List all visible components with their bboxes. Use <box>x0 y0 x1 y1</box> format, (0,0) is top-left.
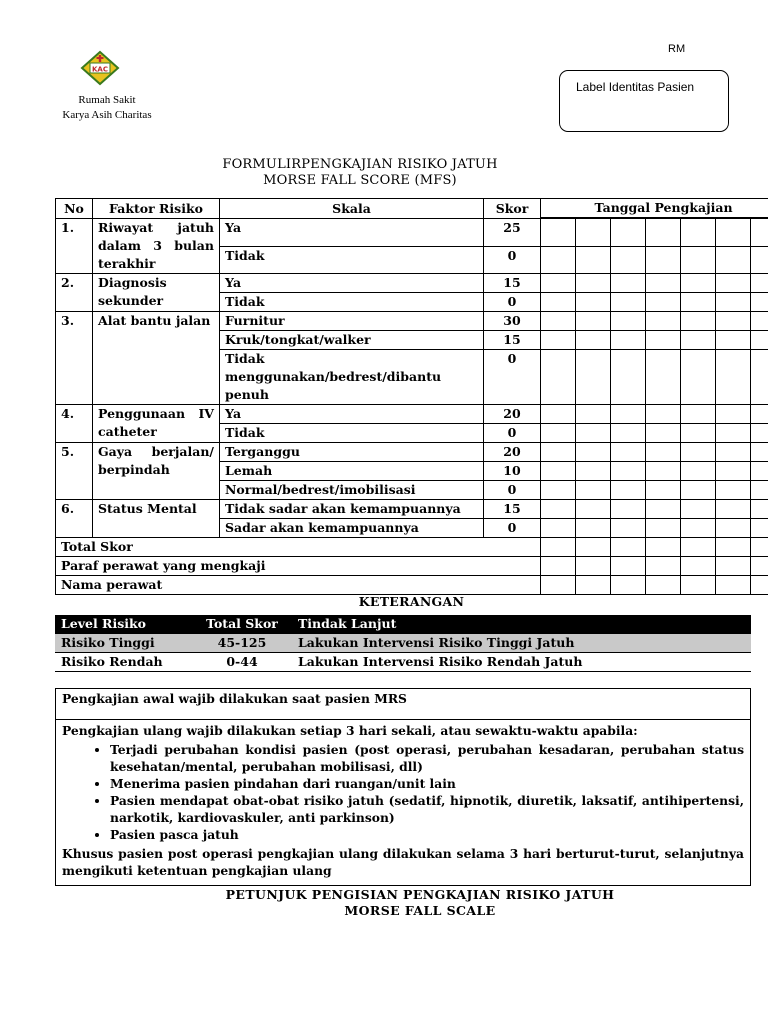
list-item: • Pasien mendapat obat-obat risiko jatuh (sedatif, hipnotik, diuretik, laksatif, antihipertensi, narkotik, kardiovaskuler, anti parkinson) <box>110 792 744 826</box>
form-title <box>160 157 560 189</box>
assessment-cell[interactable] <box>611 331 646 350</box>
summary-cell[interactable] <box>716 538 751 557</box>
assessment-cell[interactable] <box>681 424 716 443</box>
summary-cell[interactable] <box>541 557 576 576</box>
keterangan-row <box>55 634 751 653</box>
keterangan-header-cell: Total Skor <box>192 615 292 634</box>
row-number: 5. <box>56 443 93 500</box>
hospital-name <box>40 93 174 123</box>
assessment-cell[interactable] <box>681 274 716 293</box>
assessment-cell[interactable] <box>751 405 768 424</box>
summary-row <box>56 538 768 557</box>
morse-fall-table <box>55 198 768 595</box>
summary-cell[interactable] <box>611 538 646 557</box>
assessment-cell[interactable] <box>576 405 611 424</box>
rm-label: RM <box>668 43 686 55</box>
keterangan-cell: Lakukan Intervensi Risiko Rendah Jatuh <box>292 653 751 672</box>
assessment-cell[interactable] <box>716 462 751 481</box>
assessment-cell[interactable] <box>611 443 646 462</box>
summary-row <box>56 576 768 595</box>
assessment-cell[interactable] <box>681 500 716 519</box>
assessment-cell[interactable] <box>646 246 681 274</box>
row-number: 1. <box>56 219 93 274</box>
scale-option: Tidak <box>220 424 484 443</box>
score-value: 25 <box>484 219 541 247</box>
scale-option: Terganggu <box>220 443 484 462</box>
assessment-cell[interactable] <box>611 274 646 293</box>
assessment-cell[interactable] <box>716 519 751 538</box>
summary-label: Total Skor <box>56 538 541 557</box>
summary-cell[interactable] <box>611 557 646 576</box>
header-row <box>56 199 768 218</box>
assessment-cell[interactable] <box>716 481 751 500</box>
assessment-cell[interactable] <box>751 219 768 247</box>
assessment-cell[interactable] <box>611 519 646 538</box>
assessment-cell[interactable] <box>751 424 768 443</box>
assessment-cell[interactable] <box>576 481 611 500</box>
form-title-line1: FORMULIRPENGKAJIAN RISIKO JATUH <box>222 157 498 172</box>
score-value: 0 <box>484 246 541 274</box>
table-row <box>56 443 768 462</box>
assessment-cell[interactable] <box>751 481 768 500</box>
summary-cell[interactable] <box>716 576 751 595</box>
footer-line2: MORSE FALL SCALE <box>344 903 496 918</box>
assessment-cell[interactable] <box>681 246 716 274</box>
assessment-cell[interactable] <box>576 293 611 312</box>
assessment-cell[interactable] <box>576 350 611 405</box>
assessment-cell[interactable] <box>751 519 768 538</box>
assessment-cell[interactable] <box>576 274 611 293</box>
table-row <box>56 405 768 424</box>
keterangan-cell: Risiko Rendah <box>55 653 192 672</box>
score-value: 20 <box>484 443 541 462</box>
score-value: 15 <box>484 500 541 519</box>
assessment-cell[interactable] <box>576 424 611 443</box>
assessment-cell[interactable] <box>611 481 646 500</box>
assessment-cell[interactable] <box>541 246 576 274</box>
assessment-cell[interactable] <box>681 312 716 331</box>
assessment-cell[interactable] <box>751 462 768 481</box>
summary-label: Paraf perawat yang mengkaji <box>56 557 541 576</box>
assessment-cell[interactable] <box>716 424 751 443</box>
row-number: 6. <box>56 500 93 538</box>
score-value: 0 <box>484 350 541 405</box>
header-tanggal: Tanggal Pengkajian <box>541 199 768 218</box>
summary-cell[interactable] <box>646 557 681 576</box>
score-value: 0 <box>484 293 541 312</box>
table-row <box>56 274 768 293</box>
hospital-logo <box>80 50 120 86</box>
assessment-cell[interactable] <box>611 312 646 331</box>
summary-cell[interactable] <box>646 538 681 557</box>
assessment-cell[interactable] <box>646 350 681 405</box>
score-value: 15 <box>484 331 541 350</box>
assessment-cell[interactable] <box>576 443 611 462</box>
assessment-cell[interactable] <box>646 312 681 331</box>
header-faktor: Faktor Risiko <box>93 199 220 219</box>
risk-factor: Riwayat jatuh dalam 3 bulan terakhir <box>93 219 220 274</box>
scale-option: Normal/bedrest/imobilisasi <box>220 481 484 500</box>
score-value: 15 <box>484 274 541 293</box>
summary-cell[interactable] <box>751 576 768 595</box>
assessment-cell[interactable] <box>541 312 576 331</box>
assessment-cell[interactable] <box>611 293 646 312</box>
assessment-cell[interactable] <box>541 274 576 293</box>
assessment-cell[interactable] <box>576 331 611 350</box>
summary-cell[interactable] <box>611 576 646 595</box>
note-initial-assessment: Pengkajian awal wajib dilakukan saat pasien MRS <box>56 689 750 720</box>
assessment-cell[interactable] <box>681 462 716 481</box>
assessment-cell[interactable] <box>646 500 681 519</box>
assessment-cell[interactable] <box>541 350 576 405</box>
assessment-cell[interactable] <box>611 246 646 274</box>
summary-cell[interactable] <box>541 576 576 595</box>
summary-label: Nama perawat <box>56 576 541 595</box>
assessment-cell[interactable] <box>646 331 681 350</box>
keterangan-header-cell: Tindak Lanjut <box>292 615 751 634</box>
score-value: 30 <box>484 312 541 331</box>
assessment-cell[interactable] <box>751 443 768 462</box>
assessment-cell[interactable] <box>681 331 716 350</box>
form-title-line2: MORSE FALL SCORE (MFS) <box>263 173 457 188</box>
assessment-cell[interactable] <box>716 500 751 519</box>
score-value: 0 <box>484 424 541 443</box>
summary-cell[interactable] <box>681 538 716 557</box>
assessment-cell[interactable] <box>751 274 768 293</box>
assessment-cell[interactable] <box>646 443 681 462</box>
scale-option: Ya <box>220 219 484 247</box>
scale-option: Tidak sadar akan kemampuannya <box>220 500 484 519</box>
assessment-cell[interactable] <box>646 481 681 500</box>
assessment-cell[interactable] <box>681 481 716 500</box>
assessment-cell[interactable] <box>611 462 646 481</box>
list-item: • Menerima pasien pindahan dari ruangan/unit lain <box>110 775 744 792</box>
score-value: 10 <box>484 462 541 481</box>
list-item: • Terjadi perubahan kondisi pasien (post operasi, perubahan kesadaran, perubahan status kesehatan/mental, perubahan mobilisasi, dll) <box>110 741 744 775</box>
scale-option: Tidak <box>220 246 484 274</box>
keterangan-header <box>55 615 751 634</box>
scale-option: Ya <box>220 274 484 293</box>
assessment-cell[interactable] <box>751 246 768 274</box>
keterangan-cell: Lakukan Intervensi Risiko Tinggi Jatuh <box>292 634 751 653</box>
assessment-cell[interactable] <box>751 500 768 519</box>
risk-factor: Diagnosis sekunder <box>93 274 220 312</box>
keterangan-header-cell: Level Risiko <box>55 615 192 634</box>
assessment-cell[interactable] <box>646 519 681 538</box>
summary-cell[interactable] <box>681 557 716 576</box>
keterangan-cell: 0-44 <box>192 653 292 672</box>
summary-cell[interactable] <box>576 576 611 595</box>
assessment-cell[interactable] <box>611 424 646 443</box>
row-number: 3. <box>56 312 93 405</box>
summary-cell[interactable] <box>751 557 768 576</box>
keterangan-cell: 45-125 <box>192 634 292 653</box>
scale-option: Tidak menggunakan/bedrest/dibantu penuh <box>220 350 484 405</box>
assessment-cell[interactable] <box>751 293 768 312</box>
assessment-cell[interactable] <box>681 443 716 462</box>
note-reassessment: Pengkajian ulang wajib dilakukan setiap 3 hari sekali, atau sewaktu-waktu apabila: <box>62 723 638 738</box>
keterangan-table <box>55 615 751 672</box>
header-skala: Skala <box>220 199 484 219</box>
summary-cell[interactable] <box>576 538 611 557</box>
assessment-cell[interactable] <box>541 481 576 500</box>
assessment-cell[interactable] <box>681 219 716 247</box>
assessment-cell[interactable] <box>646 219 681 247</box>
assessment-cell[interactable] <box>716 405 751 424</box>
assessment-cell[interactable] <box>681 293 716 312</box>
list-item: • Pasien pasca jatuh <box>110 826 744 843</box>
assessment-cell[interactable] <box>681 519 716 538</box>
summary-cell[interactable] <box>646 576 681 595</box>
score-value: 0 <box>484 481 541 500</box>
assessment-cell[interactable] <box>646 424 681 443</box>
summary-cell[interactable] <box>716 557 751 576</box>
scale-option: Tidak <box>220 293 484 312</box>
hospital-name-line1: Rumah Sakit <box>78 94 136 106</box>
assessment-cell[interactable] <box>576 500 611 519</box>
summary-cell[interactable] <box>681 576 716 595</box>
keterangan-row <box>55 653 751 672</box>
header-skor: Skor <box>484 199 541 219</box>
table-row <box>56 219 768 247</box>
assessment-cell[interactable] <box>716 219 751 247</box>
row-number: 2. <box>56 274 93 312</box>
assessment-cell[interactable] <box>646 274 681 293</box>
row-number: 4. <box>56 405 93 443</box>
assessment-cell[interactable] <box>576 462 611 481</box>
assessment-cell[interactable] <box>716 350 751 405</box>
assessment-cell[interactable] <box>681 350 716 405</box>
summary-cell[interactable] <box>576 557 611 576</box>
assessment-cell[interactable] <box>751 331 768 350</box>
assessment-cell[interactable] <box>751 350 768 405</box>
scale-option: Kruk/tongkat/walker <box>220 331 484 350</box>
assessment-cell[interactable] <box>646 405 681 424</box>
scale-option: Furnitur <box>220 312 484 331</box>
assessment-cell[interactable] <box>611 219 646 247</box>
scale-option: Sadar akan kemampuannya <box>220 519 484 538</box>
assessment-cell[interactable] <box>716 312 751 331</box>
assessment-cell[interactable] <box>716 293 751 312</box>
assessment-cell[interactable] <box>541 424 576 443</box>
assessment-cell[interactable] <box>576 519 611 538</box>
note-postop: Khusus pasien post operasi pengkajian ulang dilakukan selama 3 hari berturut-turut, selanjutnya mengikuti ketentuan pengkajian ulang <box>62 846 744 878</box>
score-value: 0 <box>484 519 541 538</box>
instructions-box <box>55 688 751 886</box>
scale-option: Ya <box>220 405 484 424</box>
keterangan-cell: Risiko Tinggi <box>55 634 192 653</box>
footer-line1: PETUNJUK PENGISIAN PENGKAJIAN RISIKO JATUH <box>225 887 615 902</box>
summary-row <box>56 557 768 576</box>
risk-factor: Status Mental <box>93 500 220 538</box>
summary-cell[interactable] <box>541 538 576 557</box>
logo-text: KAC <box>92 65 108 74</box>
assessment-cell[interactable] <box>751 312 768 331</box>
assessment-cell[interactable] <box>716 246 751 274</box>
table-row <box>56 312 768 331</box>
assessment-cell[interactable] <box>541 443 576 462</box>
assessment-cell[interactable] <box>646 462 681 481</box>
risk-factor: Gaya berjalan/ berpindah <box>93 443 220 500</box>
assessment-cell[interactable] <box>646 293 681 312</box>
keterangan-title: KETERANGAN <box>358 594 465 609</box>
assessment-cell[interactable] <box>576 219 611 247</box>
assessment-cell[interactable] <box>611 405 646 424</box>
hospital-name-line2: Karya Asih Charitas <box>62 109 152 121</box>
assessment-cell[interactable] <box>541 293 576 312</box>
assessment-cell[interactable] <box>716 443 751 462</box>
scale-option: Lemah <box>220 462 484 481</box>
assessment-cell[interactable] <box>611 350 646 405</box>
assessment-cell[interactable] <box>541 519 576 538</box>
note-bullets <box>62 741 744 843</box>
header-no: No <box>56 199 93 219</box>
footer-title <box>160 887 680 919</box>
patient-label-text: Label Identitas Pasien <box>576 80 695 94</box>
assessment-cell[interactable] <box>681 405 716 424</box>
summary-cell[interactable] <box>751 538 768 557</box>
assessment-cell[interactable] <box>541 405 576 424</box>
assessment-cell[interactable] <box>576 246 611 274</box>
assessment-cell[interactable] <box>611 500 646 519</box>
assessment-cell[interactable] <box>541 219 576 247</box>
table-row <box>56 500 768 519</box>
assessment-cell[interactable] <box>541 500 576 519</box>
risk-factor: Penggunaan IV catheter <box>93 405 220 443</box>
patient-label-box <box>559 70 729 132</box>
score-value: 20 <box>484 405 541 424</box>
assessment-cell[interactable] <box>716 331 751 350</box>
assessment-cell[interactable] <box>541 462 576 481</box>
assessment-cell[interactable] <box>716 274 751 293</box>
risk-factor: Alat bantu jalan <box>93 312 220 405</box>
assessment-cell[interactable] <box>541 331 576 350</box>
assessment-cell[interactable] <box>576 312 611 331</box>
